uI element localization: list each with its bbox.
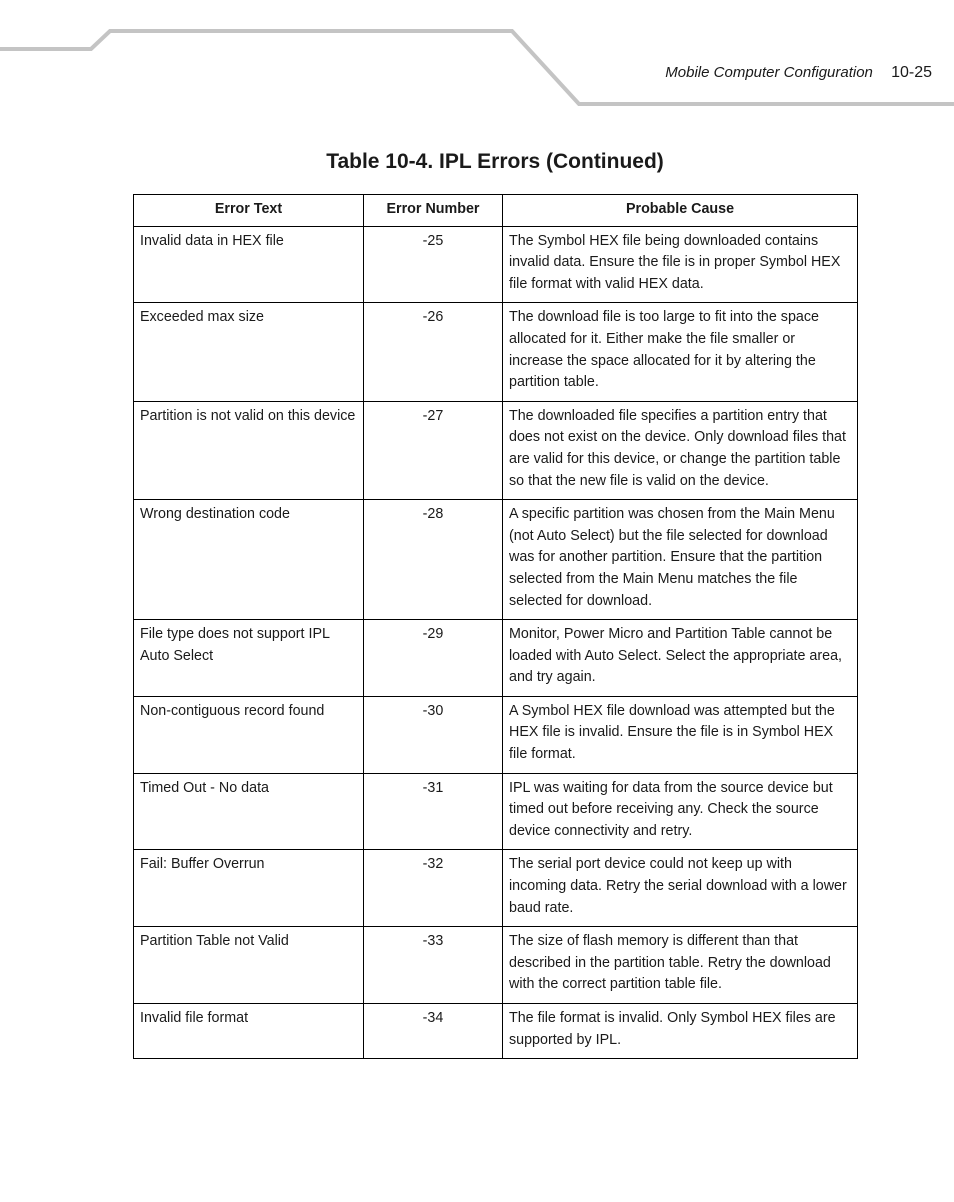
error-number-cell: -26 <box>364 303 503 401</box>
column-header-error-number: Error Number <box>364 195 503 227</box>
probable-cause-cell: The serial port device could not keep up with incoming data. Retry the serial download with a lower baud rate. <box>503 850 858 927</box>
error-number-cell: -30 <box>364 696 503 773</box>
error-text-cell: Partition Table not Valid <box>134 927 364 1004</box>
error-text-cell: Partition is not valid on this device <box>134 401 364 499</box>
probable-cause-cell: Monitor, Power Micro and Partition Table cannot be loaded with Auto Select. Select the appropriate area, and try again. <box>503 620 858 697</box>
page-number: 10-25 <box>891 64 932 81</box>
error-text-cell: Exceeded max size <box>134 303 364 401</box>
error-text-cell: Timed Out - No data <box>134 773 364 850</box>
table-row <box>134 927 858 1004</box>
table-row <box>134 500 858 620</box>
error-text-cell: Fail: Buffer Overrun <box>134 850 364 927</box>
probable-cause-cell: The Symbol HEX file being downloaded contains invalid data. Ensure the file is in proper Symbol HEX file format with valid HEX data. <box>503 226 858 303</box>
table-row <box>134 620 858 697</box>
probable-cause-cell: The file format is invalid. Only Symbol HEX files are supported by IPL. <box>503 1004 858 1059</box>
table-header-row <box>134 195 858 227</box>
error-number-cell: -25 <box>364 226 503 303</box>
table-row <box>134 850 858 927</box>
column-header-probable-cause: Probable Cause <box>503 195 858 227</box>
table-row <box>134 401 858 499</box>
error-text-cell: File type does not support IPL Auto Select <box>134 620 364 697</box>
error-text-cell: Wrong destination code <box>134 500 364 620</box>
error-number-cell: -34 <box>364 1004 503 1059</box>
table-row <box>134 773 858 850</box>
error-number-cell: -27 <box>364 401 503 499</box>
probable-cause-cell: The download file is too large to fit into the space allocated for it. Either make the file smaller or increase the space allocated for it by altering the partition table. <box>503 303 858 401</box>
table-row <box>134 696 858 773</box>
probable-cause-cell: A Symbol HEX file download was attempted but the HEX file is invalid. Ensure the file is in Symbol HEX file format. <box>503 696 858 773</box>
error-number-cell: -31 <box>364 773 503 850</box>
ipl-errors-table <box>133 194 858 1059</box>
error-number-cell: -33 <box>364 927 503 1004</box>
probable-cause-cell: The size of flash memory is different than that described in the partition table. Retry the download with the correct partition table file. <box>503 927 858 1004</box>
table-title: Table 10-4. IPL Errors (Continued) <box>326 150 664 173</box>
table-row <box>134 303 858 401</box>
table-row <box>134 226 858 303</box>
error-text-cell: Non-contiguous record found <box>134 696 364 773</box>
error-number-cell: -32 <box>364 850 503 927</box>
header-decorative-rule <box>0 0 954 120</box>
error-text-cell: Invalid data in HEX file <box>134 226 364 303</box>
error-text-cell: Invalid file format <box>134 1004 364 1059</box>
error-number-cell: -29 <box>364 620 503 697</box>
running-head <box>665 64 932 82</box>
error-number-cell: -28 <box>364 500 503 620</box>
probable-cause-cell: The downloaded file specifies a partition entry that does not exist on the device. Only download files that are valid for this device, or change the partition table so that the new file is valid on the device. <box>503 401 858 499</box>
section-title: Mobile Computer Configuration <box>665 64 873 81</box>
probable-cause-cell: A specific partition was chosen from the Main Menu (not Auto Select) but the file selected for download was for another partition. Ensure that the partition selected from the Main Menu matches the file selected for download. <box>503 500 858 620</box>
table-row <box>134 1004 858 1059</box>
probable-cause-cell: IPL was waiting for data from the source device but timed out before receiving any. Check the source device connectivity and retry. <box>503 773 858 850</box>
column-header-error-text: Error Text <box>134 195 364 227</box>
